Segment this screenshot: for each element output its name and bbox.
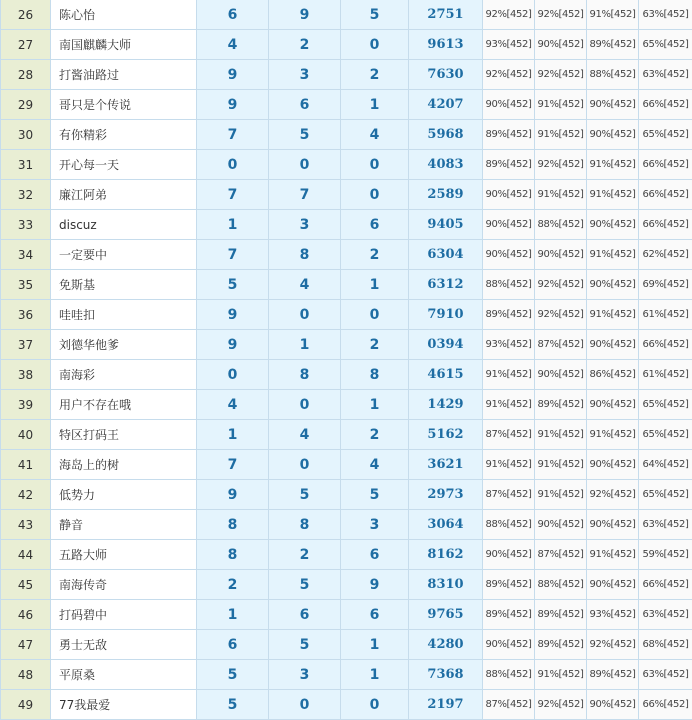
table-row — [1, 0, 692, 30]
digit-1-cell: 4 — [197, 30, 269, 60]
digit-1-cell: 5 — [197, 660, 269, 690]
rank-cell: 26 — [1, 0, 51, 30]
accuracy-2-cell: 90%[452] — [535, 240, 587, 270]
username-cell: 海岛上的树 — [51, 450, 197, 480]
rank-cell: 35 — [1, 270, 51, 300]
accuracy-1-cell: 88%[452] — [483, 660, 535, 690]
rank-cell: 37 — [1, 330, 51, 360]
digit-1-cell: 7 — [197, 180, 269, 210]
rank-cell: 44 — [1, 540, 51, 570]
digit-2-cell: 4 — [269, 420, 341, 450]
accuracy-1-cell: 89%[452] — [483, 150, 535, 180]
digit-3-cell: 2 — [341, 420, 409, 450]
digit-1-cell: 2 — [197, 570, 269, 600]
username-cell: 哥只是个传说 — [51, 90, 197, 120]
digit-2-cell: 6 — [269, 600, 341, 630]
digit-3-cell: 0 — [341, 690, 409, 720]
accuracy-3-cell: 90%[452] — [587, 570, 639, 600]
rank-cell: 43 — [1, 510, 51, 540]
accuracy-4-cell: 63%[452] — [639, 510, 692, 540]
digit-3-cell: 2 — [341, 60, 409, 90]
accuracy-3-cell: 91%[452] — [587, 180, 639, 210]
digit-2-cell: 5 — [269, 570, 341, 600]
username-cell: 免斯基 — [51, 270, 197, 300]
accuracy-4-cell: 63%[452] — [639, 60, 692, 90]
rank-cell: 42 — [1, 480, 51, 510]
code-cell: 3064 — [409, 510, 483, 540]
accuracy-2-cell: 91%[452] — [535, 180, 587, 210]
digit-3-cell: 3 — [341, 510, 409, 540]
username-cell: 平原桑 — [51, 660, 197, 690]
digit-3-cell: 1 — [341, 630, 409, 660]
accuracy-3-cell: 91%[452] — [587, 240, 639, 270]
digit-2-cell: 6 — [269, 90, 341, 120]
table-row — [1, 60, 692, 90]
code-cell: 9765 — [409, 600, 483, 630]
username-cell: 南海传奇 — [51, 570, 197, 600]
rank-cell: 34 — [1, 240, 51, 270]
username-cell: 打码碧中 — [51, 600, 197, 630]
digit-2-cell: 5 — [269, 480, 341, 510]
accuracy-2-cell: 91%[452] — [535, 120, 587, 150]
username-cell: 五路大师 — [51, 540, 197, 570]
code-cell: 4083 — [409, 150, 483, 180]
digit-3-cell: 5 — [341, 0, 409, 30]
digit-1-cell: 5 — [197, 690, 269, 720]
digit-1-cell: 9 — [197, 480, 269, 510]
table-row — [1, 390, 692, 420]
accuracy-1-cell: 92%[452] — [483, 0, 535, 30]
accuracy-1-cell: 87%[452] — [483, 420, 535, 450]
code-cell: 9405 — [409, 210, 483, 240]
accuracy-2-cell: 91%[452] — [535, 660, 587, 690]
digit-1-cell: 6 — [197, 0, 269, 30]
digit-1-cell: 9 — [197, 90, 269, 120]
accuracy-3-cell: 90%[452] — [587, 510, 639, 540]
accuracy-4-cell: 65%[452] — [639, 420, 692, 450]
rank-cell: 38 — [1, 360, 51, 390]
digit-3-cell: 6 — [341, 540, 409, 570]
accuracy-2-cell: 90%[452] — [535, 360, 587, 390]
accuracy-1-cell: 91%[452] — [483, 450, 535, 480]
accuracy-3-cell: 90%[452] — [587, 690, 639, 720]
accuracy-1-cell: 87%[452] — [483, 690, 535, 720]
accuracy-4-cell: 66%[452] — [639, 210, 692, 240]
accuracy-4-cell: 66%[452] — [639, 180, 692, 210]
rank-cell: 31 — [1, 150, 51, 180]
accuracy-2-cell: 89%[452] — [535, 390, 587, 420]
accuracy-1-cell: 89%[452] — [483, 300, 535, 330]
table-row — [1, 30, 692, 60]
accuracy-3-cell: 91%[452] — [587, 150, 639, 180]
rank-cell: 28 — [1, 60, 51, 90]
code-cell: 5968 — [409, 120, 483, 150]
table-row — [1, 540, 692, 570]
rank-cell: 41 — [1, 450, 51, 480]
table-row — [1, 480, 692, 510]
digit-3-cell: 0 — [341, 30, 409, 60]
digit-1-cell: 9 — [197, 60, 269, 90]
accuracy-4-cell: 68%[452] — [639, 630, 692, 660]
accuracy-1-cell: 88%[452] — [483, 510, 535, 540]
username-cell: discuz — [51, 210, 197, 240]
username-cell: 廉江阿弟 — [51, 180, 197, 210]
table-row — [1, 630, 692, 660]
accuracy-3-cell: 89%[452] — [587, 30, 639, 60]
code-cell: 2589 — [409, 180, 483, 210]
digit-2-cell: 2 — [269, 540, 341, 570]
accuracy-3-cell: 91%[452] — [587, 540, 639, 570]
digit-3-cell: 1 — [341, 390, 409, 420]
accuracy-4-cell: 66%[452] — [639, 150, 692, 180]
code-cell: 7630 — [409, 60, 483, 90]
accuracy-3-cell: 91%[452] — [587, 420, 639, 450]
code-cell: 2197 — [409, 690, 483, 720]
accuracy-4-cell: 65%[452] — [639, 30, 692, 60]
accuracy-4-cell: 64%[452] — [639, 450, 692, 480]
table-row — [1, 120, 692, 150]
digit-1-cell: 8 — [197, 510, 269, 540]
code-cell: 5162 — [409, 420, 483, 450]
rank-cell: 40 — [1, 420, 51, 450]
username-cell: 刘德华他爹 — [51, 330, 197, 360]
code-cell: 6312 — [409, 270, 483, 300]
accuracy-2-cell: 88%[452] — [535, 570, 587, 600]
username-cell: 开心每一天 — [51, 150, 197, 180]
code-cell: 7368 — [409, 660, 483, 690]
accuracy-3-cell: 89%[452] — [587, 660, 639, 690]
digit-2-cell: 0 — [269, 150, 341, 180]
accuracy-1-cell: 90%[452] — [483, 630, 535, 660]
username-cell: 打酱油路过 — [51, 60, 197, 90]
rank-cell: 30 — [1, 120, 51, 150]
code-cell: 6304 — [409, 240, 483, 270]
accuracy-4-cell: 61%[452] — [639, 300, 692, 330]
table-row — [1, 300, 692, 330]
username-cell: 用户不存在哦 — [51, 390, 197, 420]
digit-1-cell: 4 — [197, 390, 269, 420]
rank-cell: 29 — [1, 90, 51, 120]
accuracy-1-cell: 90%[452] — [483, 90, 535, 120]
digit-2-cell: 0 — [269, 300, 341, 330]
code-cell: 2973 — [409, 480, 483, 510]
code-cell: 7910 — [409, 300, 483, 330]
table-row — [1, 150, 692, 180]
accuracy-3-cell: 90%[452] — [587, 120, 639, 150]
accuracy-3-cell: 93%[452] — [587, 600, 639, 630]
digit-1-cell: 6 — [197, 630, 269, 660]
table-row — [1, 180, 692, 210]
table-row — [1, 240, 692, 270]
digit-2-cell: 3 — [269, 210, 341, 240]
digit-3-cell: 6 — [341, 210, 409, 240]
digit-1-cell: 1 — [197, 600, 269, 630]
rank-cell: 47 — [1, 630, 51, 660]
rank-cell: 27 — [1, 30, 51, 60]
ranking-table-body — [1, 0, 692, 720]
accuracy-4-cell: 65%[452] — [639, 480, 692, 510]
accuracy-2-cell: 87%[452] — [535, 540, 587, 570]
table-row — [1, 570, 692, 600]
digit-3-cell: 0 — [341, 300, 409, 330]
digit-3-cell: 6 — [341, 600, 409, 630]
code-cell: 4615 — [409, 360, 483, 390]
rank-cell: 32 — [1, 180, 51, 210]
username-cell: 静音 — [51, 510, 197, 540]
digit-1-cell: 1 — [197, 420, 269, 450]
username-cell: 一定要中 — [51, 240, 197, 270]
accuracy-2-cell: 91%[452] — [535, 480, 587, 510]
accuracy-2-cell: 91%[452] — [535, 450, 587, 480]
accuracy-3-cell: 90%[452] — [587, 390, 639, 420]
digit-2-cell: 5 — [269, 120, 341, 150]
digit-3-cell: 5 — [341, 480, 409, 510]
accuracy-4-cell: 63%[452] — [639, 0, 692, 30]
digit-2-cell: 4 — [269, 270, 341, 300]
accuracy-4-cell: 66%[452] — [639, 690, 692, 720]
digit-1-cell: 7 — [197, 450, 269, 480]
accuracy-1-cell: 89%[452] — [483, 600, 535, 630]
accuracy-4-cell: 66%[452] — [639, 90, 692, 120]
accuracy-2-cell: 92%[452] — [535, 270, 587, 300]
accuracy-3-cell: 91%[452] — [587, 0, 639, 30]
accuracy-4-cell: 63%[452] — [639, 600, 692, 630]
digit-1-cell: 8 — [197, 540, 269, 570]
digit-2-cell: 8 — [269, 510, 341, 540]
digit-2-cell: 3 — [269, 60, 341, 90]
digit-1-cell: 9 — [197, 300, 269, 330]
digit-1-cell: 1 — [197, 210, 269, 240]
table-row — [1, 90, 692, 120]
accuracy-2-cell: 92%[452] — [535, 150, 587, 180]
accuracy-3-cell: 90%[452] — [587, 210, 639, 240]
accuracy-3-cell: 88%[452] — [587, 60, 639, 90]
accuracy-1-cell: 92%[452] — [483, 60, 535, 90]
digit-1-cell: 7 — [197, 240, 269, 270]
digit-2-cell: 8 — [269, 360, 341, 390]
username-cell: 陈心怡 — [51, 0, 197, 30]
digit-2-cell: 0 — [269, 450, 341, 480]
table-row — [1, 360, 692, 390]
accuracy-4-cell: 65%[452] — [639, 390, 692, 420]
code-cell: 4207 — [409, 90, 483, 120]
accuracy-3-cell: 86%[452] — [587, 360, 639, 390]
digit-3-cell: 9 — [341, 570, 409, 600]
rank-cell: 46 — [1, 600, 51, 630]
accuracy-2-cell: 92%[452] — [535, 0, 587, 30]
accuracy-1-cell: 93%[452] — [483, 330, 535, 360]
accuracy-1-cell: 87%[452] — [483, 480, 535, 510]
rank-cell: 45 — [1, 570, 51, 600]
digit-3-cell: 2 — [341, 330, 409, 360]
digit-2-cell: 9 — [269, 0, 341, 30]
username-cell: 勇士无敌 — [51, 630, 197, 660]
accuracy-2-cell: 92%[452] — [535, 690, 587, 720]
accuracy-3-cell: 92%[452] — [587, 480, 639, 510]
rank-cell: 36 — [1, 300, 51, 330]
accuracy-1-cell: 90%[452] — [483, 210, 535, 240]
digit-3-cell: 2 — [341, 240, 409, 270]
digit-3-cell: 8 — [341, 360, 409, 390]
digit-3-cell: 1 — [341, 660, 409, 690]
accuracy-1-cell: 88%[452] — [483, 270, 535, 300]
digit-1-cell: 5 — [197, 270, 269, 300]
digit-1-cell: 0 — [197, 360, 269, 390]
accuracy-3-cell: 90%[452] — [587, 90, 639, 120]
accuracy-2-cell: 87%[452] — [535, 330, 587, 360]
table-row — [1, 660, 692, 690]
username-cell: 77我最爱 — [51, 690, 197, 720]
username-cell: 有你精彩 — [51, 120, 197, 150]
username-cell: 低势力 — [51, 480, 197, 510]
username-cell: 南海彩 — [51, 360, 197, 390]
accuracy-1-cell: 90%[452] — [483, 180, 535, 210]
code-cell: 9613 — [409, 30, 483, 60]
code-cell: 8310 — [409, 570, 483, 600]
rank-cell: 39 — [1, 390, 51, 420]
accuracy-4-cell: 66%[452] — [639, 570, 692, 600]
accuracy-4-cell: 59%[452] — [639, 540, 692, 570]
accuracy-1-cell: 90%[452] — [483, 240, 535, 270]
username-cell: 特区打码王 — [51, 420, 197, 450]
digit-2-cell: 1 — [269, 330, 341, 360]
digit-2-cell: 7 — [269, 180, 341, 210]
digit-3-cell: 4 — [341, 450, 409, 480]
table-row — [1, 690, 692, 720]
accuracy-3-cell: 92%[452] — [587, 630, 639, 660]
accuracy-2-cell: 90%[452] — [535, 30, 587, 60]
digit-3-cell: 1 — [341, 270, 409, 300]
digit-3-cell: 4 — [341, 120, 409, 150]
accuracy-4-cell: 63%[452] — [639, 660, 692, 690]
accuracy-4-cell: 65%[452] — [639, 120, 692, 150]
code-cell: 0394 — [409, 330, 483, 360]
accuracy-2-cell: 88%[452] — [535, 210, 587, 240]
accuracy-2-cell: 89%[452] — [535, 630, 587, 660]
accuracy-4-cell: 69%[452] — [639, 270, 692, 300]
accuracy-3-cell: 90%[452] — [587, 450, 639, 480]
table-row — [1, 420, 692, 450]
rank-cell: 48 — [1, 660, 51, 690]
code-cell: 1429 — [409, 390, 483, 420]
code-cell: 8162 — [409, 540, 483, 570]
table-row — [1, 450, 692, 480]
accuracy-2-cell: 89%[452] — [535, 600, 587, 630]
digit-2-cell: 5 — [269, 630, 341, 660]
accuracy-3-cell: 90%[452] — [587, 330, 639, 360]
rank-cell: 33 — [1, 210, 51, 240]
digit-2-cell: 0 — [269, 390, 341, 420]
table-row — [1, 210, 692, 240]
digit-3-cell: 0 — [341, 150, 409, 180]
rank-cell: 49 — [1, 690, 51, 720]
accuracy-1-cell: 89%[452] — [483, 120, 535, 150]
accuracy-2-cell: 92%[452] — [535, 300, 587, 330]
accuracy-1-cell: 89%[452] — [483, 570, 535, 600]
accuracy-2-cell: 91%[452] — [535, 420, 587, 450]
accuracy-2-cell: 90%[452] — [535, 510, 587, 540]
accuracy-4-cell: 61%[452] — [639, 360, 692, 390]
code-cell: 4280 — [409, 630, 483, 660]
accuracy-2-cell: 91%[452] — [535, 90, 587, 120]
table-row — [1, 270, 692, 300]
digit-1-cell: 7 — [197, 120, 269, 150]
accuracy-2-cell: 92%[452] — [535, 60, 587, 90]
digit-3-cell: 1 — [341, 90, 409, 120]
digit-3-cell: 0 — [341, 180, 409, 210]
table-row — [1, 330, 692, 360]
code-cell: 2751 — [409, 0, 483, 30]
accuracy-1-cell: 90%[452] — [483, 540, 535, 570]
digit-1-cell: 0 — [197, 150, 269, 180]
accuracy-3-cell: 91%[452] — [587, 300, 639, 330]
username-cell: 哇哇扣 — [51, 300, 197, 330]
digit-2-cell: 2 — [269, 30, 341, 60]
table-row — [1, 510, 692, 540]
accuracy-1-cell: 91%[452] — [483, 360, 535, 390]
accuracy-4-cell: 66%[452] — [639, 330, 692, 360]
accuracy-1-cell: 91%[452] — [483, 390, 535, 420]
digit-1-cell: 9 — [197, 330, 269, 360]
digit-2-cell: 8 — [269, 240, 341, 270]
accuracy-3-cell: 90%[452] — [587, 270, 639, 300]
accuracy-1-cell: 93%[452] — [483, 30, 535, 60]
username-cell: 南国麒麟大师 — [51, 30, 197, 60]
digit-2-cell: 3 — [269, 660, 341, 690]
table-row — [1, 600, 692, 630]
accuracy-4-cell: 62%[452] — [639, 240, 692, 270]
digit-2-cell: 0 — [269, 690, 341, 720]
code-cell: 3621 — [409, 450, 483, 480]
